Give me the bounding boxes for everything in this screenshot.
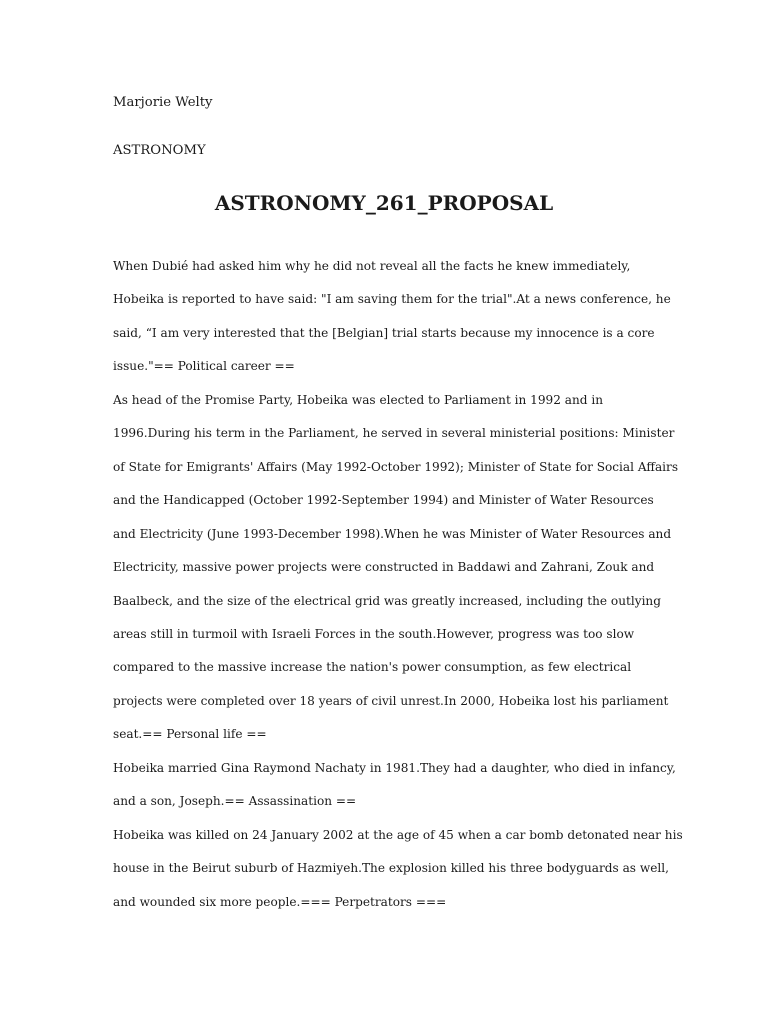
text-line: compared to the massive increase the nation's power consumption, as few electrical xyxy=(113,660,632,675)
text-line: seat.== Personal life == xyxy=(113,727,267,742)
text-line: and Electricity (June 1993-December 1998).When he was Minister of Water Resources and xyxy=(113,526,672,541)
text-line: house in the Beirut suburb of Hazmiyeh.The explosion killed his three bodyguards as well, xyxy=(113,861,669,876)
document-body xyxy=(113,250,683,919)
text-line: As head of the Promise Party, Hobeika was elected to Parliament in 1992 and in xyxy=(113,392,604,407)
paragraph xyxy=(113,250,673,384)
document-title: ASTRONOMY_261_PROPOSAL xyxy=(214,191,554,215)
course-name: ASTRONOMY xyxy=(113,143,206,158)
author-name: Marjorie Welty xyxy=(113,95,213,110)
text-line: Hobeika is reported to have said: "I am saving them for the trial".At a news conference, he xyxy=(113,292,671,307)
paragraph xyxy=(113,752,676,819)
text-line: When Dubié had asked him why he did not reveal all the facts he knew immediately, xyxy=(113,259,631,273)
text-line: and the Handicapped (October 1992-September 1994) and Minister of Water Resources xyxy=(113,493,654,508)
text-line: 1996.During his term in the Parliament, he served in several ministerial positions: Minister xyxy=(113,426,675,441)
text-line: areas still in turmoil with Israeli Forces in the south.However, progress was too slow xyxy=(113,626,635,641)
text-line: issue."== Political career == xyxy=(113,359,295,374)
text-line: Hobeika was killed on 24 January 2002 at the age of 45 when a car bomb detonated near his xyxy=(113,827,683,842)
text-line: and a son, Joseph.== Assassination == xyxy=(113,794,357,809)
text-line: of State for Emigrants' Affairs (May 1992-October 1992); Minister of State for Social Affairs xyxy=(113,459,679,474)
text-line: said, “I am very interested that the [Belgian] trial starts because my innocence is a core xyxy=(113,325,655,340)
text-line: and wounded six more people.=== Perpetrators === xyxy=(113,894,447,909)
text-line: projects were completed over 18 years of civil unrest.In 2000, Hobeika lost his parliament xyxy=(113,693,669,708)
text-line: Electricity, massive power projects were constructed in Baddawi and Zahrani, Zouk and xyxy=(113,560,655,575)
paragraph xyxy=(113,819,683,919)
text-line: Hobeika married Gina Raymond Nachaty in 1981.They had a daughter, who died in infancy, xyxy=(113,760,676,775)
text-line: Baalbeck, and the size of the electrical grid was greatly increased, including the outlying xyxy=(113,593,661,608)
paragraph xyxy=(113,384,679,752)
